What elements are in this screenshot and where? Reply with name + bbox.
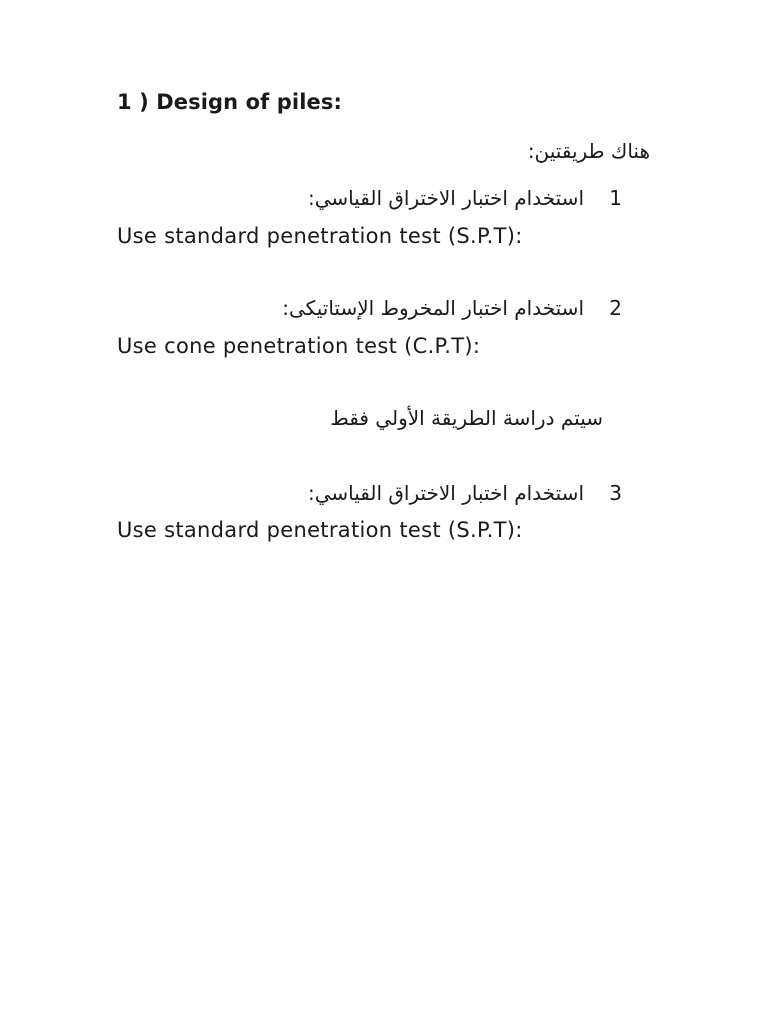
list-item-3-arabic-label: استخدام اختبار الاختراق القياسي: xyxy=(307,481,584,505)
list-item-3-english: Use standard penetration test (S.P.T): xyxy=(117,518,523,542)
list-item-1-english: Use standard penetration test (S.P.T): xyxy=(117,224,523,248)
list-item-2-arabic xyxy=(282,296,630,320)
list-item-1-number: 1 xyxy=(609,186,622,210)
list-item-1-arabic xyxy=(308,186,630,210)
list-item-2-english: Use cone penetration test (C.P.T): xyxy=(117,334,481,358)
note-arabic-text: سيتم دراسة الطريقة الأولي فقط xyxy=(330,406,603,430)
list-item-2-number: 2 xyxy=(609,296,622,320)
section-heading: 1 ) Design of piles: xyxy=(117,90,342,114)
list-item-3-number: 3 xyxy=(609,481,622,505)
list-item-1-arabic-label: استخدام اختبار الاختراق القياسي: xyxy=(307,186,584,210)
list-item-2-arabic-label: استخدام اختبار المخروط الإستاتيكى: xyxy=(282,296,584,320)
list-item-3-arabic xyxy=(308,481,630,505)
intro-arabic-text: هناك طريقتين: xyxy=(527,139,650,163)
